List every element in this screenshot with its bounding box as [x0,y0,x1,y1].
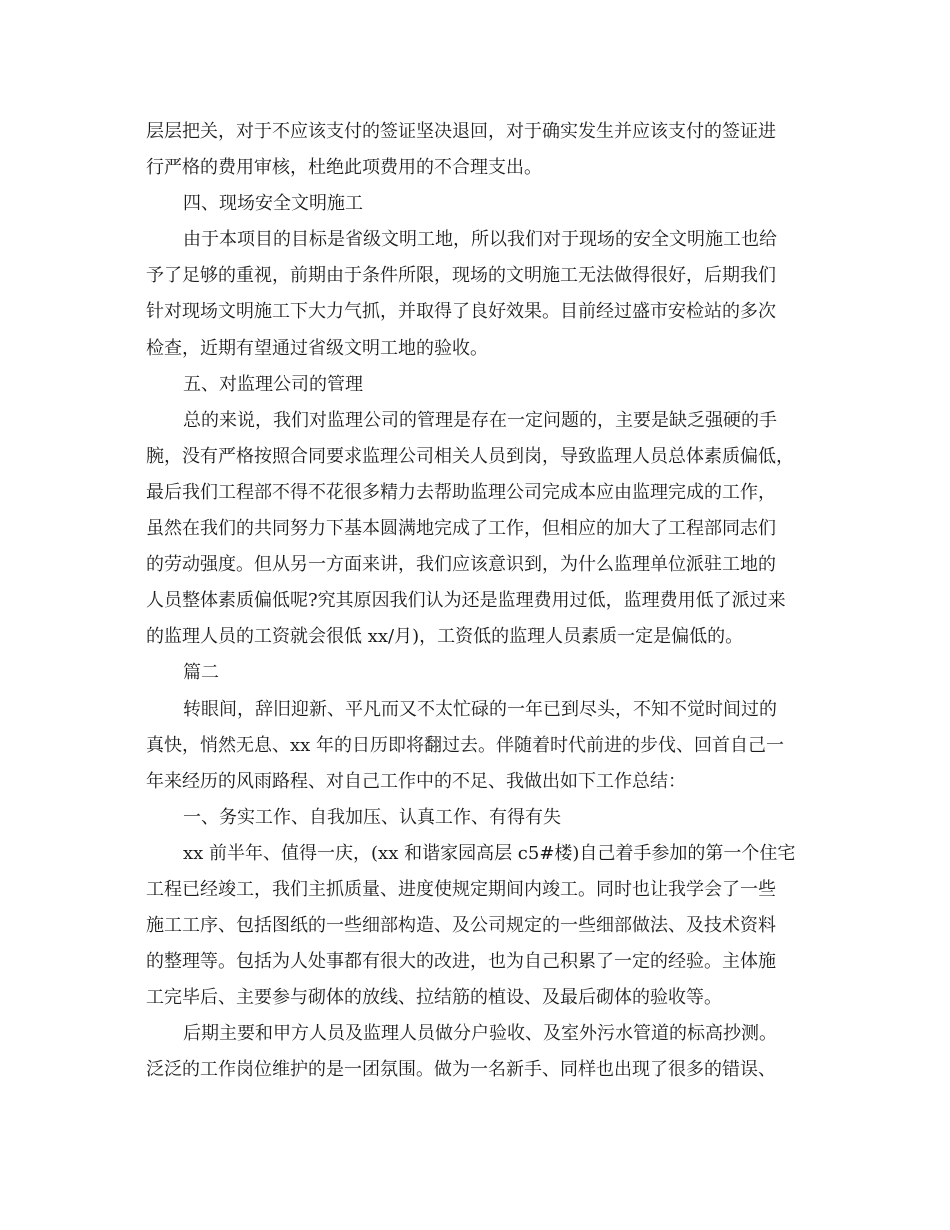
document-body [146,114,806,1089]
text-line: 一、务实工作、自我加压、认真工作、有得有失 [183,806,561,828]
text-line: 真快，悄然无息、xx 年的日历即将翻过去。伴随着时代前进的步伐、回首自己一 [146,734,785,756]
text-line: 工程已经竣工，我们主抓质量、进度使规定期间内竣工。同时也让我学会了一些 [146,878,776,900]
text-line: 工完毕后、主要参与砌体的放线、拉结筋的植设、及最后砌体的验收等。 [146,987,722,1009]
text-line: 总的来说，我们对监理公司的管理是存在一定问题的，主要是缺乏强硬的手 [183,409,777,431]
text-line: 四、现场安全文明施工 [183,193,363,215]
text-line: 后期主要和甲方人员及监理人员做分户验收、及室外污水管道的标高抄测。 [183,1023,777,1045]
text-line: 由于本项目的目标是省级文明工地，所以我们对于现场的安全文明施工也给 [183,229,777,251]
text-line: 篇二 [183,662,219,684]
text-line: 的整理等。包括为人处事都有很大的改进，也为自己积累了一定的经验。主体施 [146,951,776,973]
text-line: 年来经历的风雨路程、对自己工作中的不足、我做出如下工作总结： [146,770,686,792]
text-line: 泛泛的工作岗位维护的是一团氛围。做为一名新手、同样也出现了很多的错误、 [146,1059,776,1081]
text-line: 五、对监理公司的管理 [183,373,363,395]
text-line: 虽然在我们的共同努力下基本圆满地完成了工作，但相应的加大了工程部同志们 [146,518,776,540]
text-line: 最后我们工程部不得不花很多精力去帮助监理公司完成本应由监理完成的工作， [146,481,776,503]
text-line: 检查，近期有望通过省级文明工地的验收。 [146,337,488,359]
text-line: 行严格的费用审核，杜绝此项费用的不合理支出。 [146,157,542,179]
text-line: 腕，没有严格按照合同要求监理公司相关人员到岗，导致监理人员总体素质偏低， [146,445,794,467]
text-line: 的监理人员的工资就会很低 xx/月)，工资低的监理人员素质一定是偏低的。 [146,626,744,648]
text-line: 的劳动强度。但从另一方面来讲，我们应该意识到，为什么监理单位派驻工地的 [146,554,776,576]
text-line: 转眼间，辞旧迎新、平凡而又不太忙碌的一年已到尽头，不知不觉时间过的 [183,698,777,720]
text-line: 人员整体素质偏低呢?究其原因我们认为还是监理费用过低，监理费用低了派过来 [146,590,786,612]
text-line: 施工工序、包括图纸的一些细部构造、及公司规定的一些细部做法、及技术资料 [146,915,776,937]
text-line: 予了足够的重视，前期由于条件所限，现场的文明施工无法做得很好，后期我们 [146,265,776,287]
text-line: 层层把关，对于不应该支付的签证坚决退回，对于确实发生并应该支付的签证进 [146,121,776,142]
text-line: xx 前半年、值得一庆，(xx 和谐家园高层 c5#楼)自己着手参加的第一个住宅 [183,842,796,864]
text-line: 针对现场文明施工下大力气抓，并取得了良好效果。目前经过盛市安检站的多次 [146,301,776,323]
